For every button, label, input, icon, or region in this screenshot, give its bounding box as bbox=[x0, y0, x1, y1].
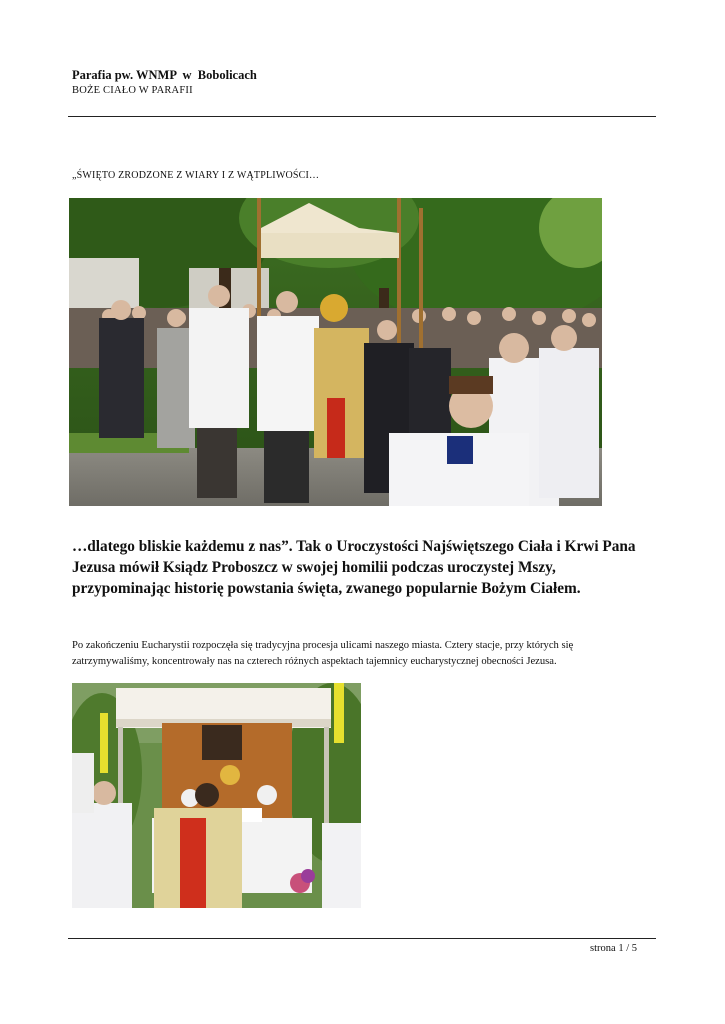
page-number: strona 1 / 5 bbox=[590, 943, 637, 954]
article-title: „ŚWIĘTO ZRODZONE Z WIARY I Z WĄTPLIWOŚCI… bbox=[72, 170, 320, 181]
body-paragraph bbox=[72, 638, 672, 670]
footer-divider bbox=[68, 938, 656, 939]
lead-line: …dlatego bliskie każdemu z nas”. Tak o Uroczystości Najświętszego Ciała i Krwi Pana bbox=[72, 538, 636, 555]
header-divider bbox=[68, 116, 656, 117]
lead-paragraph bbox=[72, 536, 672, 599]
document-subtitle: BOŻE CIAŁO W PARAFII bbox=[72, 85, 193, 96]
body-line: Po zakończeniu Eucharystii rozpoczęła się tradycyjna procesja ulicami naszego miasta. Cztery stacje, przy których się bbox=[72, 640, 574, 651]
procession-photo bbox=[69, 198, 602, 506]
body-line: zatrzymywaliśmy, koncentrowały nas na czterech różnych aspektach tajemnicy eucharystycznej obecności Jezusa. bbox=[72, 656, 557, 667]
parish-name: Parafia pw. WNMP w Bobolicach bbox=[72, 68, 257, 82]
lead-line: Jezusa mówił Ksiądz Proboszcz w swojej homilii podczas uroczystej Mszy, bbox=[72, 559, 556, 576]
lead-line: przypominając historię powstania święta, zwanego popularnie Bożym Ciałem. bbox=[72, 580, 581, 597]
altar-station-photo bbox=[72, 683, 361, 908]
